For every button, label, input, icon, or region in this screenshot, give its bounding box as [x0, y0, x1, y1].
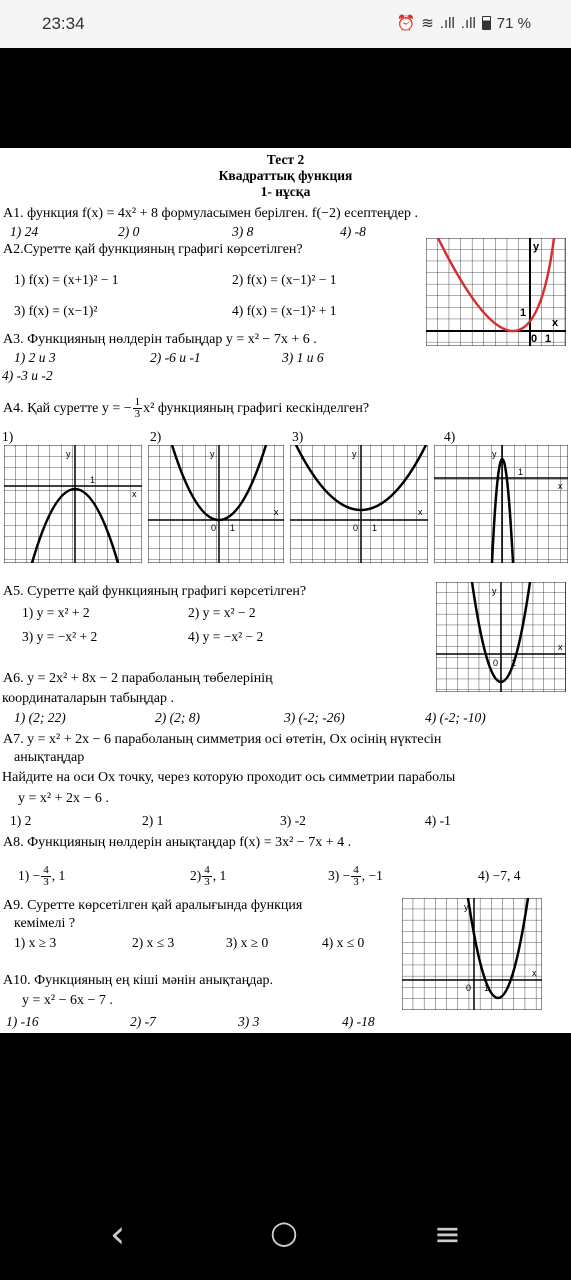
a6-opt-3: 3) (-2; -26) — [284, 710, 345, 725]
a9-opt-1: 1) x ≥ 3 — [14, 935, 57, 950]
q-a9-line2: кемімелі ? — [14, 916, 76, 931]
a1-opt-1: 1) 24 — [10, 224, 39, 239]
navigation-bar — [0, 1185, 571, 1280]
back-icon[interactable]: ‹ — [110, 1212, 126, 1256]
a3-opt-3: 3) 1 и 6 — [282, 350, 324, 365]
a6-opt-1: 1) (2; 22) — [14, 710, 66, 725]
a9g-y: y — [464, 902, 469, 912]
q-a6-line2: координаталарын табыңдар . — [2, 691, 174, 706]
a2-one-x: 1 — [545, 333, 552, 345]
a2-opt-3: 3) f(x) = (x−1)² — [14, 303, 98, 318]
q-a4 — [3, 394, 369, 424]
a2-one-y: 1 — [520, 307, 527, 319]
a9g-zero: 0 — [466, 983, 472, 993]
a5g-zero: 0 — [493, 658, 499, 668]
q-a3: A3. Функцияның нөлдерін табыңдар y = x² − 7x + 6 . — [3, 332, 317, 347]
q-a5: A5. Суретте қай функцияның графигі көрсетілген? — [3, 584, 307, 599]
a7-opt-4: 4) -1 — [425, 813, 451, 828]
a10-opt-1: 1) -16 — [6, 1014, 39, 1029]
a4g3-x: x — [418, 507, 423, 517]
a4-graph-2 — [148, 445, 284, 563]
a5g-x: x — [558, 642, 563, 652]
a9-opt-4: 4) x ≤ 0 — [322, 935, 365, 950]
q-a1: A1. функция f(x) = 4x² + 8 формуласымен берілген. f(−2) есептеңдер . — [3, 206, 419, 221]
a4-opt-3: 3) — [292, 429, 304, 444]
a2-zero: 0 — [531, 333, 538, 345]
status-bar — [0, 0, 571, 48]
a4-graph-3 — [290, 445, 428, 563]
a4-fraction: $\frac{1}{3}$ — [134, 396, 141, 421]
a1-opt-2: 2) 0 — [118, 224, 140, 239]
q-a8: A8. Функцияның нөлдерін анықтаңдар f(x) = 3x² − 7x + 4 . — [3, 835, 352, 850]
a6-opt-2: 2) (2; 8) — [155, 710, 200, 725]
menu-icon[interactable]: ≡ — [434, 1215, 461, 1253]
q-a6-line1: A6. y = 2x² + 8x − 2 параболаның төбелерінің — [3, 671, 273, 686]
a4g4-y: y — [492, 449, 497, 459]
a4-opt-2: 2) — [150, 429, 162, 444]
a8-opt-2: 2) $\frac{4}{3}$ , 1 — [190, 864, 227, 889]
a10-opt-2: 2) -7 — [130, 1014, 156, 1029]
a2-opt-1: 1) f(x) = (x+1)² − 1 — [14, 272, 119, 287]
a4-opt-1: 1) — [2, 429, 14, 444]
a4g3-one: 1 — [372, 523, 378, 533]
a4-q-pre: A4. Қай суретте y = − — [3, 401, 132, 416]
a4g1-one: 1 — [90, 475, 96, 485]
a9g-x: x — [532, 968, 537, 978]
a5-opt-4: 4) y = −x² − 2 — [188, 629, 264, 644]
doc-subtitle: Квадраттық функция — [218, 168, 353, 183]
a5g-y: y — [492, 586, 497, 596]
a4g2-zero: 0 — [211, 523, 217, 533]
a8-opt-1: 1) − $\frac{4}{3}$ , 1 — [18, 864, 66, 889]
a7-opt-1: 1) 2 — [10, 813, 32, 828]
a5-opt-1: 1) y = x² + 2 — [22, 605, 90, 620]
a4-q-post: x² функцияның графигі кескінделген? — [143, 401, 370, 416]
q-a7-line1: A7. y = x² + 2x − 6 параболаның симметрия осі өтетін, Ox осінің нүктесін — [3, 732, 442, 747]
top-black-band — [0, 48, 571, 148]
a7-opt-2: 2) 1 — [142, 813, 164, 828]
test-document[interactable] — [0, 148, 571, 1033]
a4-opt-4: 4) — [444, 429, 456, 444]
a2-y-label: y — [533, 241, 540, 253]
a4g1-x: x — [132, 489, 137, 499]
a9-graph — [402, 898, 542, 1010]
a7-opt-3: 3) -2 — [280, 813, 306, 828]
a9g-one: 1 — [484, 983, 490, 993]
doc-variant: 1- нұсқа — [260, 184, 311, 199]
a3-opt-4: 4) -3 и -2 — [2, 368, 53, 383]
a3-opt-1: 1) 2 и 3 — [14, 350, 56, 365]
alarm-icon: ⏰ — [396, 15, 416, 32]
a8-opt-4: 4) −7, 4 — [478, 868, 521, 883]
a9-opt-2: 2) x ≤ 3 — [132, 935, 175, 950]
a10-opt-3: 3) 3 — [238, 1014, 260, 1029]
q-a10-line1: A10. Функцияның ең кіші мәнін анықтаңдар. — [3, 973, 274, 988]
a9-opt-3: 3) x ≥ 0 — [226, 935, 269, 950]
q-a7-line2: анықтаңдар — [14, 750, 85, 765]
a4g3-y: y — [352, 449, 357, 459]
clock: 23:34 — [42, 14, 85, 33]
wifi-icon: ≋ — [421, 15, 434, 32]
a5-opt-2: 2) y = x² − 2 — [188, 605, 256, 620]
signal-icon-2: .ıll — [460, 14, 476, 32]
a2-graph — [426, 238, 566, 346]
a2-x-label: x — [552, 317, 559, 329]
a4-graph-1 — [4, 445, 142, 563]
a2-opt-2: 2) f(x) = (x−1)² − 1 — [232, 272, 337, 287]
a3-opt-2: 2) -6 и -1 — [150, 350, 201, 365]
q-a7-line3: Найдите на оси Ох точку, через которую проходит ось симметрии параболы — [2, 770, 456, 785]
signal-icon: .ıll — [439, 14, 455, 32]
a5g-one: 1 — [511, 658, 517, 668]
a5-opt-3: 3) y = −x² + 2 — [22, 629, 98, 644]
a4g1-y: y — [66, 449, 71, 459]
a4g4-x: x — [558, 481, 563, 491]
a6-opt-4: 4) (-2; -10) — [425, 710, 486, 725]
a4g2-y: y — [210, 449, 215, 459]
q-a7-line4: y = x² + 2x − 6 . — [18, 791, 109, 806]
a4-graph-4 — [434, 445, 568, 563]
q-a10-line2: y = x² − 6x − 7 . — [22, 993, 113, 1008]
a4g4-one: 1 — [518, 467, 524, 477]
a4g3-zero: 0 — [353, 523, 359, 533]
home-icon[interactable]: ○ — [270, 1213, 298, 1251]
a1-opt-3: 3) 8 — [232, 224, 254, 239]
q-a9-line1: A9. Суретте көрсетілген қай аралығында функция — [3, 898, 303, 913]
a4g2-x: x — [274, 507, 279, 517]
a10-opt-4: 4) -18 — [342, 1014, 375, 1029]
a8-opt-3: 3) − $\frac{4}{3}$ , −1 — [328, 864, 383, 889]
a1-opt-4: 4) -8 — [340, 224, 366, 239]
doc-title: Тест 2 — [266, 152, 305, 167]
a2-opt-4: 4) f(x) = (x−1)² + 1 — [232, 303, 337, 318]
a4g2-one: 1 — [230, 523, 236, 533]
battery-level: 71 % — [496, 14, 531, 32]
battery-icon — [482, 16, 491, 30]
a5-graph — [436, 582, 566, 692]
q-a2: A2.Суретте қай функцияның графигі көрсетілген? — [3, 242, 303, 257]
